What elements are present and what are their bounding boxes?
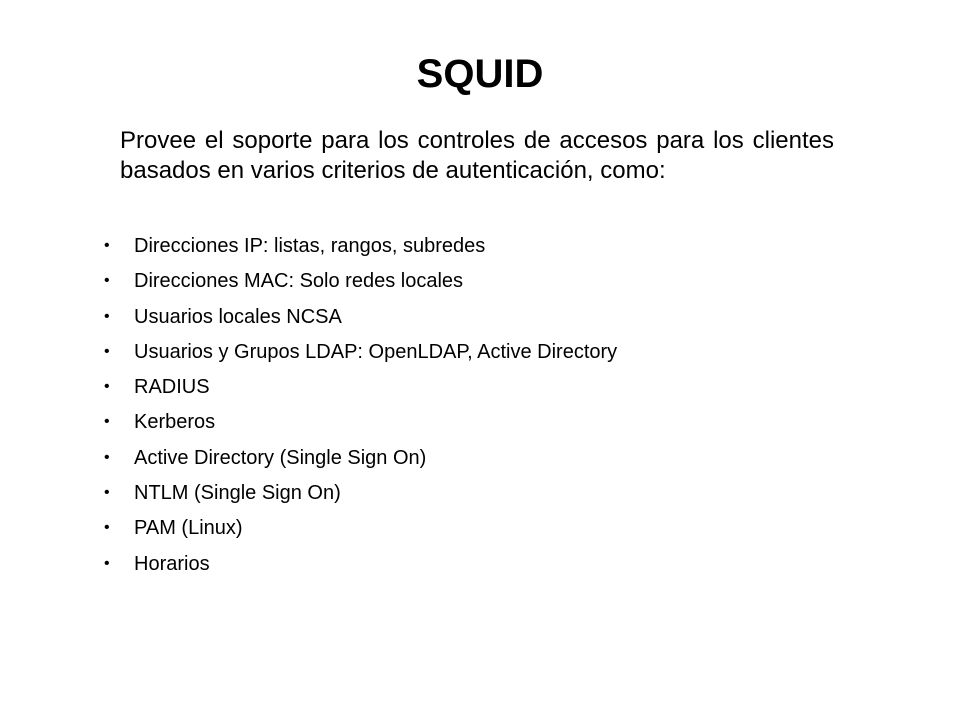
list-item bbox=[104, 373, 864, 408]
list-item bbox=[104, 338, 864, 373]
list-item-text: Usuarios y Grupos LDAP: OpenLDAP, Active Directory bbox=[134, 340, 618, 363]
list-item bbox=[104, 444, 864, 479]
list-item-text: NTLM (Single Sign On) bbox=[134, 482, 341, 505]
list-item-text: PAM (Linux) bbox=[134, 517, 243, 540]
list-item-text: Active Directory (Single Sign On) bbox=[134, 446, 427, 469]
bullet-icon: • bbox=[104, 272, 110, 290]
bullet-icon: • bbox=[104, 413, 110, 431]
slide-title: SQUID bbox=[416, 52, 544, 96]
list-item bbox=[104, 303, 864, 338]
bullet-icon: • bbox=[104, 342, 110, 360]
list-item bbox=[104, 267, 864, 302]
bullet-icon: • bbox=[104, 378, 110, 396]
intro-paragraph: Provee el soporte para los controles de accesos para los clientes basados en varios criterios de autenticación, como: bbox=[120, 127, 834, 184]
bullet-icon: • bbox=[104, 448, 110, 466]
bullet-icon: • bbox=[104, 307, 110, 325]
list-item bbox=[104, 232, 864, 267]
list-item bbox=[104, 408, 864, 443]
list-item bbox=[104, 514, 864, 549]
bullet-icon: • bbox=[104, 554, 110, 572]
list-item bbox=[104, 550, 864, 585]
bullet-icon: • bbox=[104, 484, 110, 502]
bullet-icon: • bbox=[104, 519, 110, 537]
list-item-text: RADIUS bbox=[134, 376, 210, 399]
bullet-list bbox=[104, 232, 864, 585]
list-item-text: Kerberos bbox=[134, 411, 216, 434]
list-item-text: Direcciones IP: listas, rangos, subredes bbox=[134, 235, 486, 257]
list-item-text: Horarios bbox=[134, 552, 210, 575]
list-item-text: Direcciones MAC: Solo redes locales bbox=[134, 270, 464, 293]
list-item-text: Usuarios locales NCSA bbox=[134, 305, 342, 328]
list-item bbox=[104, 479, 864, 514]
bullet-icon: • bbox=[104, 237, 110, 254]
